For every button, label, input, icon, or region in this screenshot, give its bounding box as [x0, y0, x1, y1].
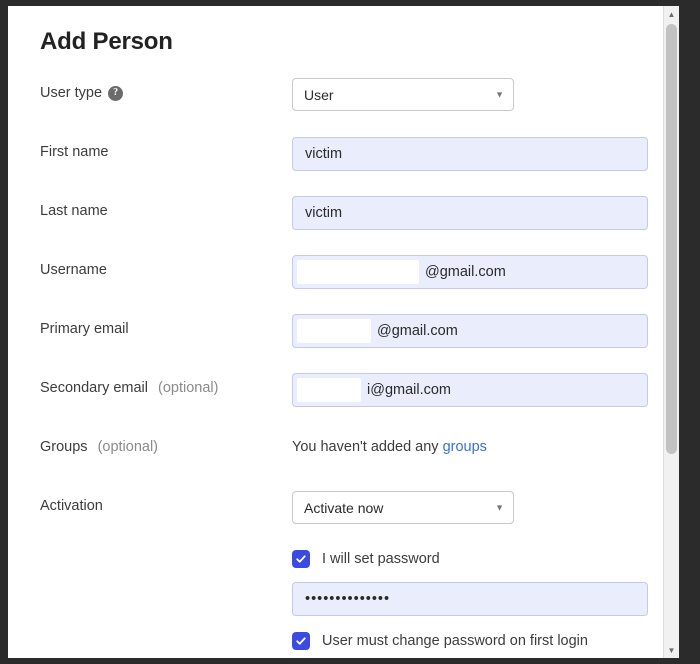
field-row-secondary-email [40, 373, 635, 432]
field-row-activation [40, 491, 635, 550]
secondary-email-field-col [292, 373, 648, 407]
username-input-mask [297, 260, 419, 284]
last-name-field-col [292, 196, 648, 230]
groups-link[interactable]: groups [442, 439, 487, 455]
set-password-label: I will set password [322, 551, 440, 567]
scroll-up-button[interactable]: ▲ [664, 6, 679, 22]
secondary-email-suffix: i@gmail.com [367, 382, 452, 398]
field-row-username [40, 255, 635, 314]
primary-email-label-text: Primary email [40, 321, 129, 337]
secondary-email-label [40, 373, 292, 396]
field-row-last-name [40, 196, 635, 255]
user-type-label-text: User type [40, 85, 103, 101]
user-type-field-col [292, 78, 635, 111]
primary-email-input-mask [297, 319, 371, 343]
must-change-password-label: User must change password on first login [322, 633, 588, 649]
activation-label [40, 491, 292, 514]
check-icon [295, 553, 307, 565]
user-type-label [40, 78, 292, 101]
password-row [292, 582, 635, 616]
username-label [40, 255, 292, 278]
must-change-password-checkbox[interactable] [292, 632, 310, 650]
scroll-down-button[interactable]: ▼ [664, 642, 679, 658]
secondary-email-label-text: Secondary email [40, 380, 148, 396]
last-name-label-text: Last name [40, 203, 108, 219]
username-input[interactable] [292, 255, 648, 289]
first-name-label-text: First name [40, 144, 109, 160]
add-person-dialog [8, 6, 679, 658]
help-icon[interactable]: ? [108, 86, 123, 101]
secondary-email-input-mask [297, 378, 361, 402]
groups-label [40, 432, 292, 455]
user-type-select[interactable] [292, 78, 514, 111]
first-name-field-col [292, 137, 648, 171]
groups-field-col [292, 432, 635, 455]
primary-email-suffix: @gmail.com [377, 323, 458, 339]
activation-select[interactable] [292, 491, 514, 524]
last-name-input[interactable] [292, 196, 648, 230]
page-title: Add Person [40, 28, 173, 55]
chevron-down-icon: ▼ [495, 89, 504, 99]
dialog-content [8, 6, 663, 650]
secondary-email-optional: (optional) [158, 380, 219, 396]
primary-email-input[interactable] [292, 314, 648, 348]
secondary-email-input[interactable] [292, 373, 648, 407]
dialog-scroll-area [8, 6, 663, 658]
username-field-col [292, 255, 648, 289]
field-row-primary-email [40, 314, 635, 373]
primary-email-label [40, 314, 292, 337]
groups-optional: (optional) [97, 439, 159, 455]
user-type-select-wrap [292, 78, 514, 111]
activation-select-wrap [292, 491, 514, 524]
groups-empty-message [292, 432, 635, 455]
username-suffix: @gmail.com [425, 264, 506, 280]
set-password-checkbox[interactable] [292, 550, 310, 568]
last-name-label [40, 196, 292, 219]
first-name-label [40, 137, 292, 160]
field-row-groups [40, 432, 635, 491]
username-label-text: Username [40, 262, 107, 278]
activation-label-text: Activation [40, 498, 103, 514]
activation-field-col [292, 491, 635, 524]
check-icon [295, 635, 307, 647]
groups-label-text: Groups [40, 439, 88, 455]
must-change-password-row [292, 632, 635, 650]
scroll-thumb[interactable] [666, 24, 677, 454]
window-bottom-edge [0, 658, 700, 664]
field-row-user-type [40, 78, 635, 137]
password-input[interactable] [292, 582, 648, 616]
first-name-input[interactable] [292, 137, 648, 171]
vertical-scrollbar[interactable] [663, 6, 679, 658]
primary-email-field-col [292, 314, 648, 348]
set-password-row [292, 550, 635, 568]
chevron-down-icon: ▼ [495, 502, 504, 512]
field-row-first-name [40, 137, 635, 196]
groups-empty-text: You haven't added any [292, 439, 439, 455]
